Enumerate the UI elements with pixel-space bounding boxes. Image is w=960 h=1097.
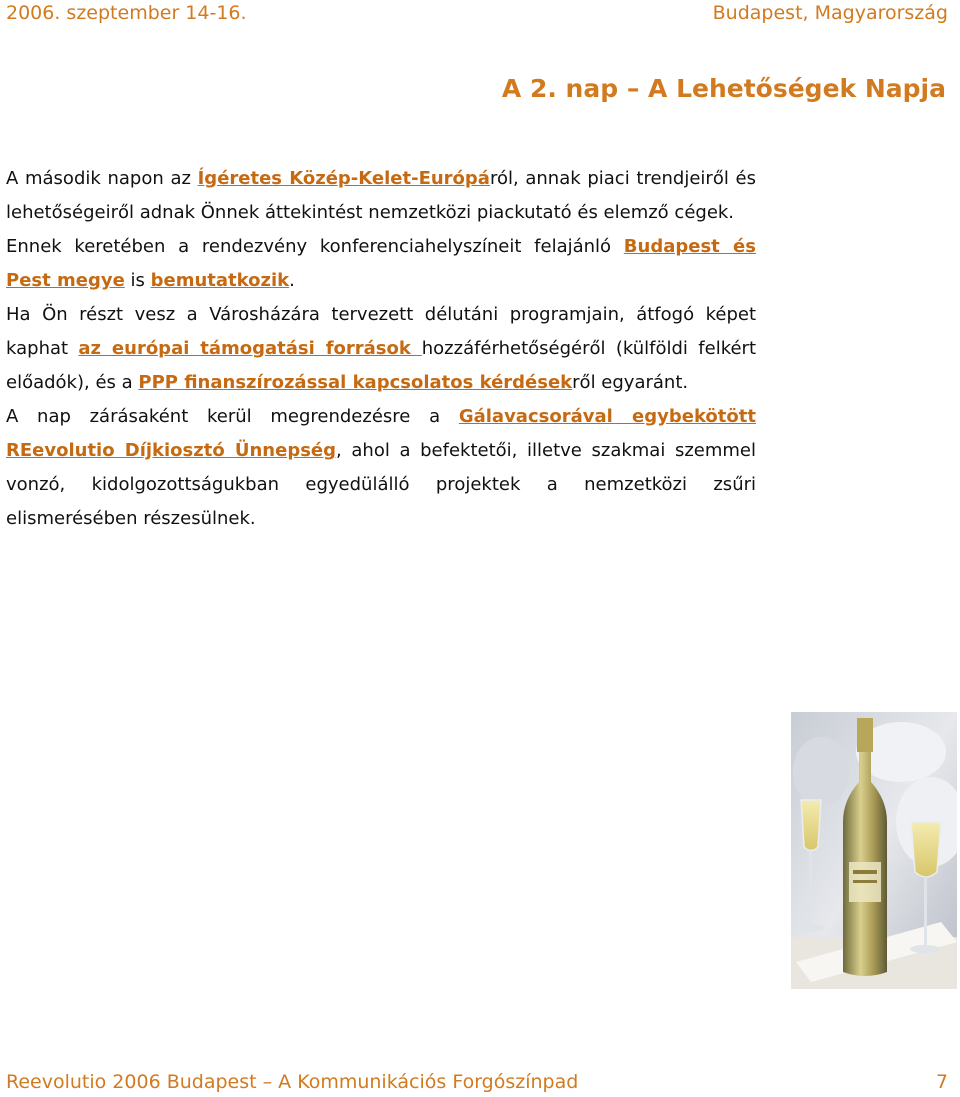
champagne-photo: [791, 712, 957, 989]
paragraph-1: A második napon az Ígéretes Közép-Kelet-Európáról, annak piaci trendjeiről és lehetőségeiről adnak Önnek áttekintést nemzetközi piackutató és elemző cégek.: [6, 168, 756, 223]
page-title: A 2. nap – A Lehetőségek Napja: [501, 74, 946, 103]
page-number: 7: [935, 1071, 948, 1093]
header-date: 2006. szeptember 14-16.: [6, 2, 247, 24]
link-gala-ceremony[interactable]: Gálavacsorával egybekötött REevolutio Díjkiosztó Ünnepség: [6, 406, 756, 461]
paragraph-3: Ha Ön részt vesz a Városházára tervezett délutáni programjain, átfogó képet kaphat az európai támogatási források hozzáférhetőségéről (külföldi felkért előadók), és a PPP finanszírozással kapcsolatos kérdésekről egyaránt.: [6, 304, 757, 393]
body-text: [6, 162, 756, 536]
footer-title: Reevolutio 2006 Budapest – A Kommunikációs Forgószínpad: [6, 1071, 579, 1093]
link-central-eastern-europe[interactable]: Ígéretes Közép-Kelet-Európá: [197, 168, 490, 189]
page-footer: [6, 1071, 948, 1097]
link-eu-funding[interactable]: az európai támogatási források: [78, 338, 422, 359]
header-location: Budapest, Magyarország: [712, 2, 948, 24]
paragraph-4: A nap zárásaként kerül megrendezésre a Gálavacsorával egybekötött REevolutio Díjkiosztó Ünnepség, ahol a befektetői, illetve szakmai szemmel vonzó, kidolgozottságukban egyedülálló projektek a nemzetközi zsűri elismerésében részesülnek.: [6, 406, 757, 529]
link-budapest-pest[interactable]: Budapest és Pest megye: [6, 236, 756, 291]
page-header: [6, 2, 948, 30]
link-bemutatkozik[interactable]: bemutatkozik: [150, 270, 290, 291]
paragraph-2: Ennek keretében a rendezvény konferenciahelyszíneit felajánló Budapest és Pest megye is bemutatkozik.: [6, 236, 756, 291]
link-ppp-financing[interactable]: PPP finanszírozással kapcsolatos kérdések: [138, 372, 573, 393]
